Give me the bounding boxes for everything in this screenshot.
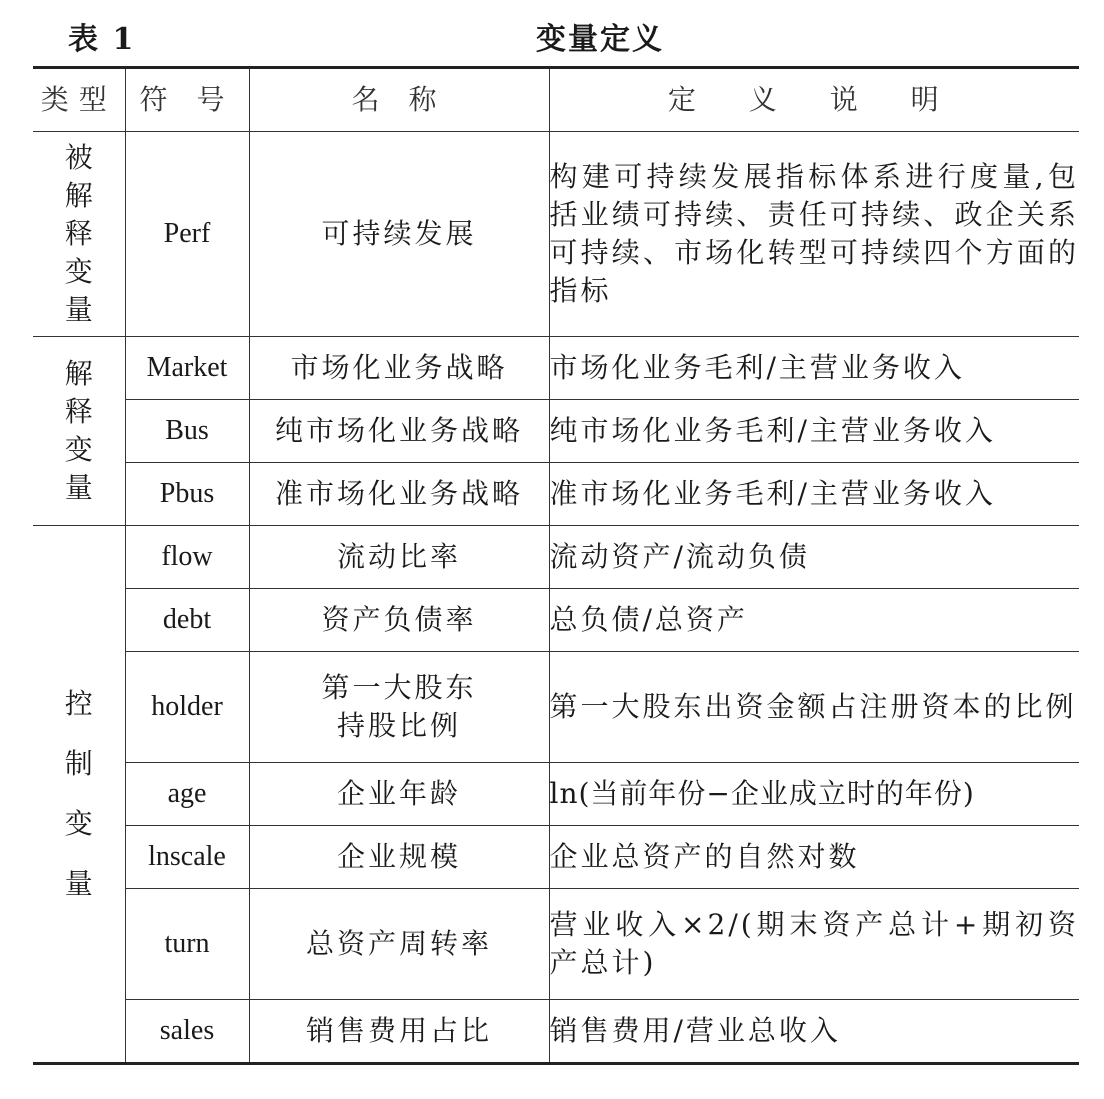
symbol-cell: turn [125,889,249,1000]
definition-cell: 市场化业务毛利/主营业务收入 [549,337,1079,400]
name-cell: 流动比率 [249,526,549,589]
definition-cell: 销售费用/营业总收入 [549,1000,1079,1064]
table-row [33,826,1079,889]
table-row [33,400,1079,463]
symbol-cell: age [125,763,249,826]
name-cell: 可持续发展 [249,132,549,337]
definition-cell: 纯市场化业务毛利/主营业务收入 [549,400,1079,463]
table-row [33,889,1079,1000]
table-row [33,589,1079,652]
table-row [33,132,1079,337]
header-row [33,68,1079,132]
definition-cell: 营业收入×2/(期末资产总计+期初资产总计) [549,889,1079,1000]
group-explanatory: 解释变量 [33,337,125,526]
symbol-cell: debt [125,589,249,652]
name-cell: 准市场化业务战略 [249,463,549,526]
symbol-cell: flow [125,526,249,589]
group-dependent: 被解释变量 [33,132,125,337]
name-cell: 企业规模 [249,826,549,889]
definition-cell: 流动资产/流动负债 [549,526,1079,589]
table-caption [0,8,1104,60]
name-cell: 销售费用占比 [249,1000,549,1064]
group-control: 控制变量 [33,526,125,1064]
name-line-1: 第一大股东 [321,671,477,704]
variable-definition-table [33,66,1079,1065]
symbol-cell: Perf [125,132,249,337]
table-row [33,763,1079,826]
name-cell: 市场化业务战略 [249,337,549,400]
name-cell: 资产负债率 [249,589,549,652]
name-line-2: 持股比例 [336,709,461,742]
definition-cell: 第一大股东出资金额占注册资本的比例 [549,652,1079,763]
symbol-cell: sales [125,1000,249,1064]
name-cell [249,652,549,763]
table-row [33,337,1079,400]
table-row [33,463,1079,526]
header-symbol: 符 号 [125,68,249,132]
definition-cell: 准市场化业务毛利/主营业务收入 [549,463,1079,526]
symbol-cell: Bus [125,400,249,463]
definition-cell: ln(当前年份−企业成立时的年份) [549,763,1079,826]
table-row [33,1000,1079,1064]
symbol-cell: holder [125,652,249,763]
table-number: 表 1 [68,22,136,57]
table-title: 变量定义 [536,22,664,57]
symbol-cell: Pbus [125,463,249,526]
name-cell: 总资产周转率 [249,889,549,1000]
definition-cell: 构建可持续发展指标体系进行度量,包括业绩可持续、责任可持续、政企关系可持续、市场化转型可持续四个方面的指标 [549,132,1079,337]
name-cell: 企业年龄 [249,763,549,826]
name-cell: 纯市场化业务战略 [249,400,549,463]
symbol-cell: lnscale [125,826,249,889]
definition-cell: 总负债/总资产 [549,589,1079,652]
header-name: 名 称 [249,68,549,132]
header-definition: 定 义 说 明 [549,68,1079,132]
header-type: 类型 [33,68,125,132]
table-row [33,526,1079,589]
symbol-cell: Market [125,337,249,400]
definition-cell: 企业总资产的自然对数 [549,826,1079,889]
table-row [33,652,1079,763]
